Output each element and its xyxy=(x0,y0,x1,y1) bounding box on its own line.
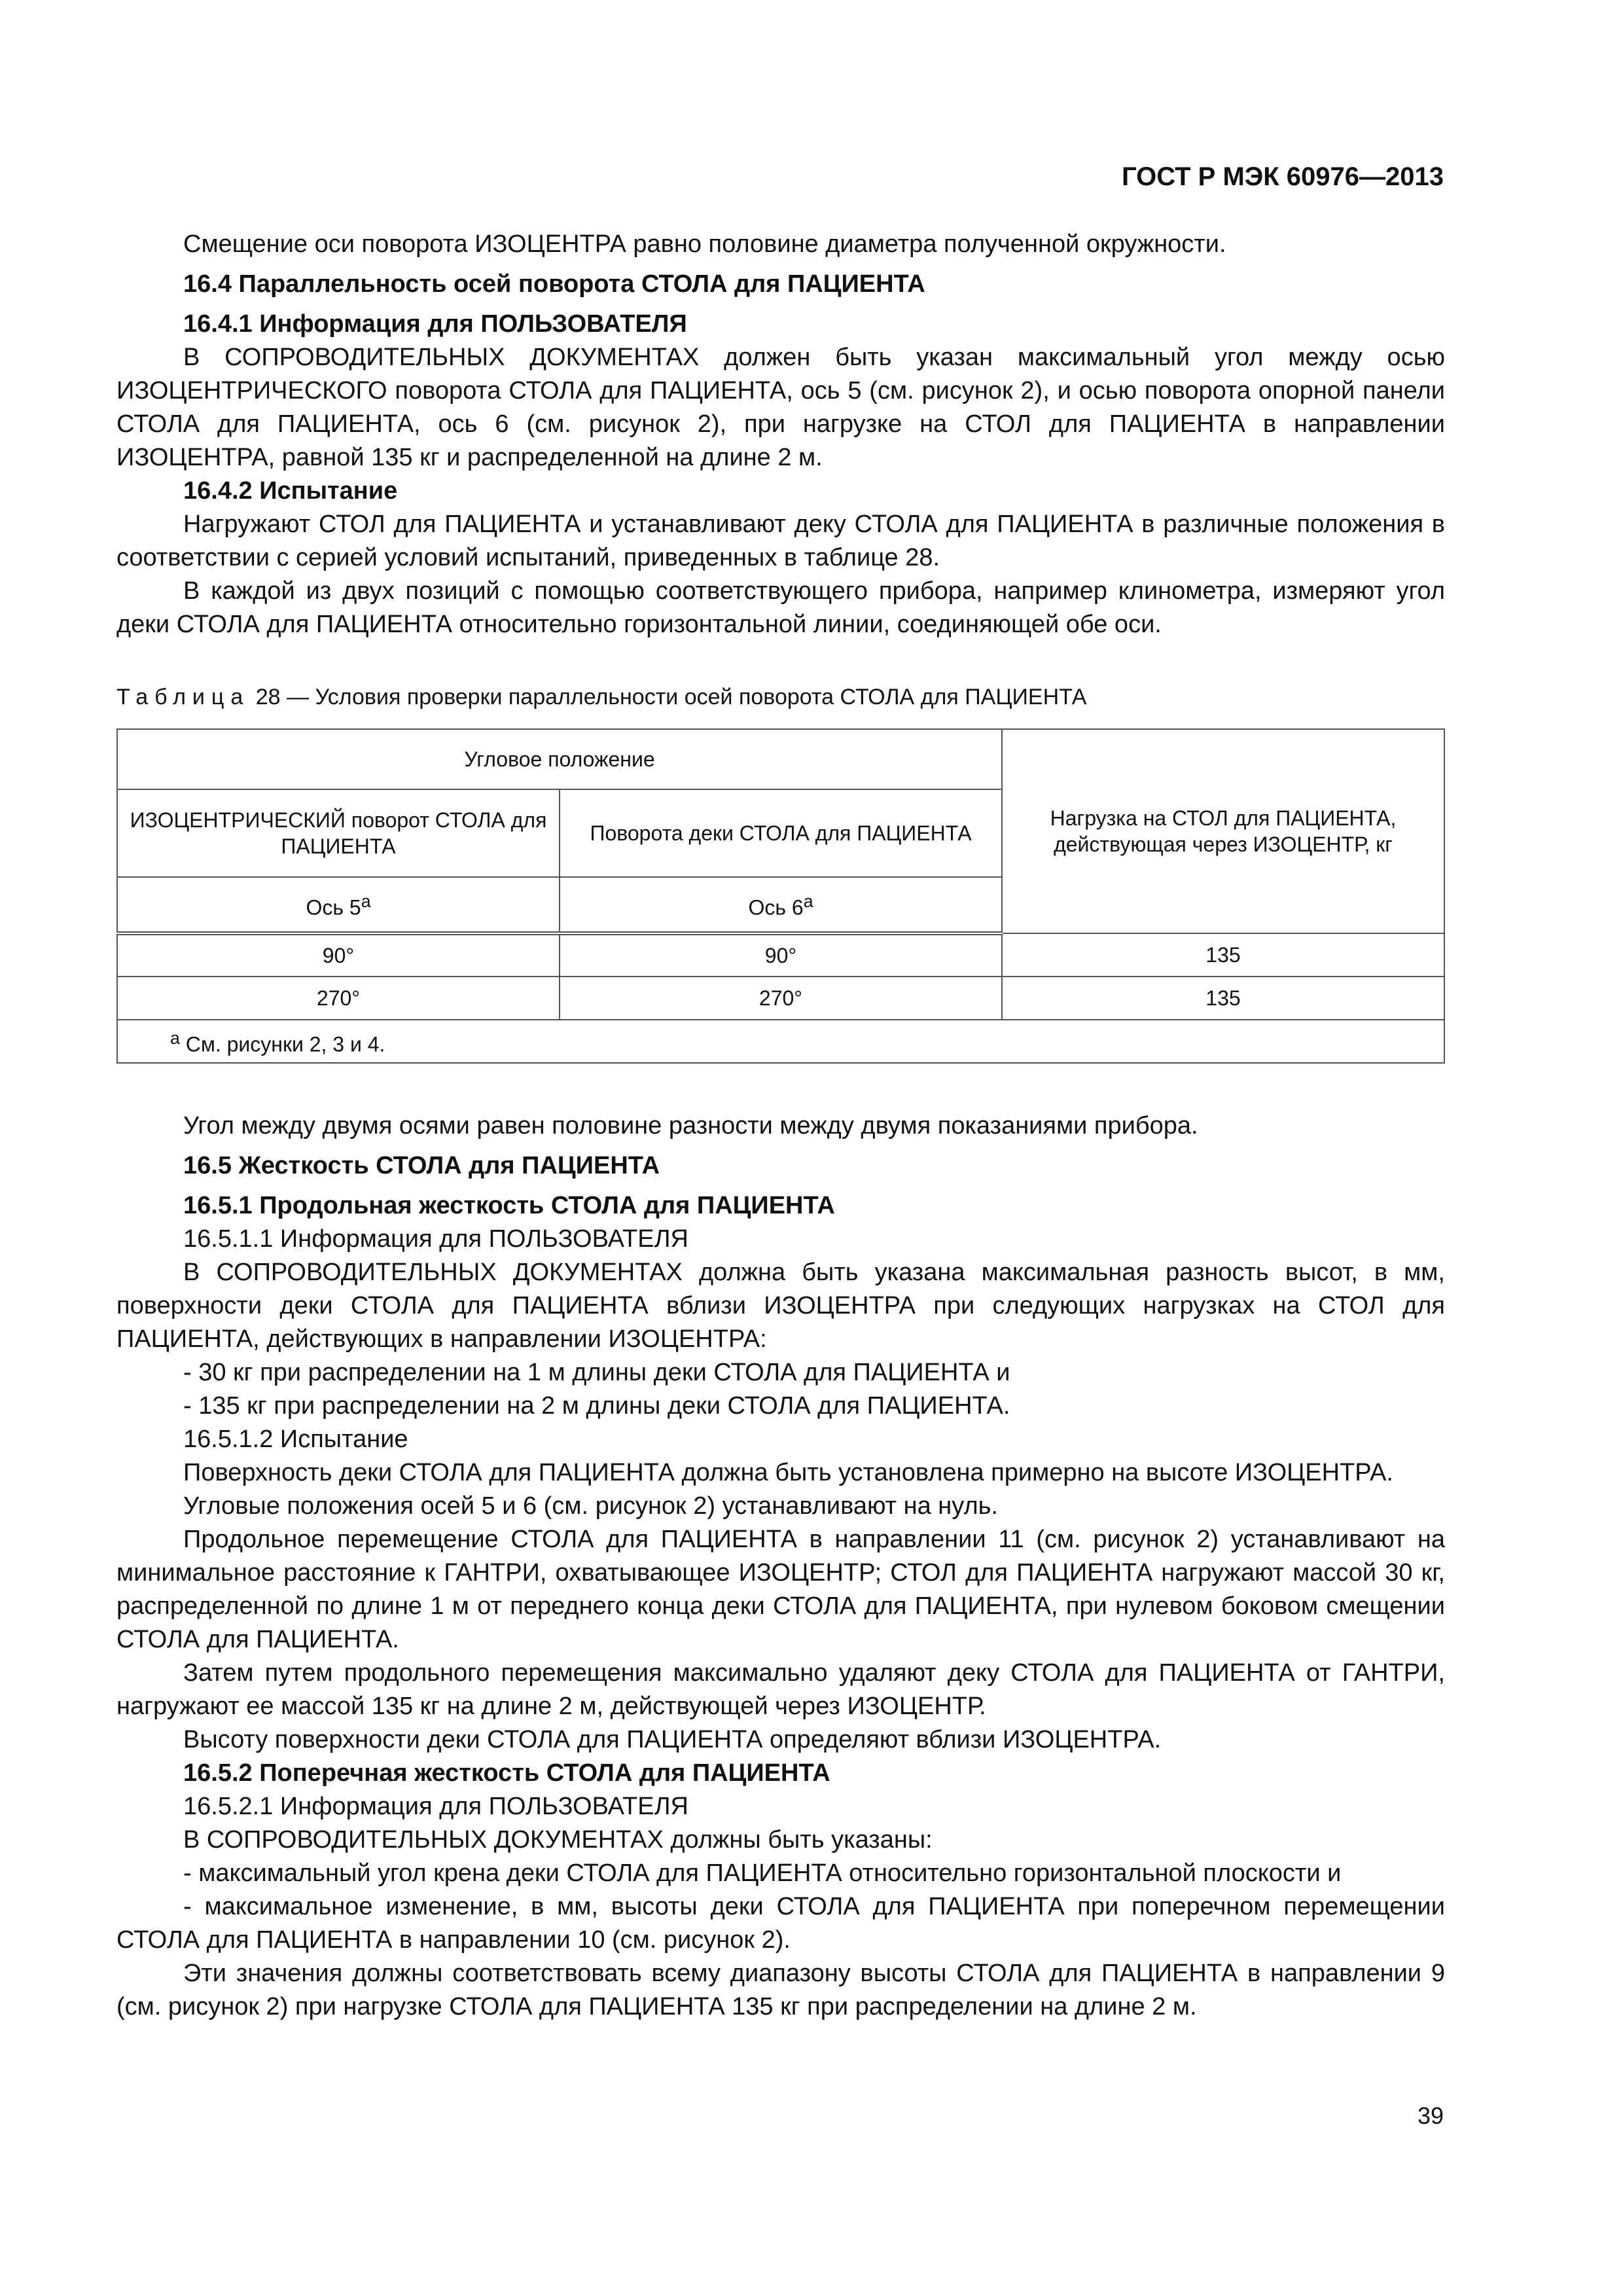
table-row xyxy=(117,977,1444,1020)
heading-16-5: 16.5 Жесткость СТОЛА для ПАЦИЕНТА xyxy=(183,1152,660,1179)
table-cell: 135 xyxy=(1002,977,1444,1020)
footnote-mark: a xyxy=(803,891,813,912)
heading-16-4-2: 16.4.2 Испытание xyxy=(183,477,398,505)
paragraph: Затем путем продольного перемещения максимально удаляют деку СТОЛА для ПАЦИЕНТА от ГАНТРИ, нагружают ее массой 135 кг на длине 2 м, действующей через ИЗОЦЕНТР. xyxy=(116,1659,1445,1720)
table-cell: 90° xyxy=(117,933,560,977)
paragraph: В СОПРОВОДИТЕЛЬНЫХ ДОКУМЕНТАХ должны быть указаны: xyxy=(183,1826,933,1854)
table-col1-header-text: ИЗОЦЕНТРИЧЕСКИЙ поворот СТОЛА для ПАЦИЕНТА xyxy=(130,808,547,858)
table-caption-text: 28 — Условия проверки параллельности осей поворота СТОЛА для ПАЦИЕНТА xyxy=(255,685,1087,709)
table-col2-header-text: Поворота деки СТОЛА для ПАЦИЕНТА xyxy=(590,821,972,845)
paragraph: Нагружают СТОЛ для ПАЦИЕНТА и устанавливают деку СТОЛА для ПАЦИЕНТА в различные положения в соответствии с серией условий испытаний, приведенных в таблице 28. xyxy=(116,511,1445,571)
paragraph: В СОПРОВОДИТЕЛЬНЫХ ДОКУМЕНТАХ должна быть указана максимальная разность высот, в мм, поверхности деки СТОЛА для ПАЦИЕНТА вблизи ИЗОЦЕНТРА при следующих нагрузках на СТОЛ для ПАЦИЕНТА, действующих в направлении ИЗОЦЕНТРА: xyxy=(116,1259,1445,1353)
footnote-mark: a xyxy=(170,1028,180,1049)
standard-header: ГОСТ Р МЭК 60976—2013 xyxy=(1121,162,1444,191)
heading-16-4: 16.4 Параллельность осей поворота СТОЛА для ПАЦИЕНТА xyxy=(183,270,925,298)
paragraph: Смещение оси поворота ИЗОЦЕНТРА равно половине диаметра полученной окружности. xyxy=(183,230,1226,258)
subheading-16-5-1-1: 16.5.1.1 Информация для ПОЛЬЗОВАТЕЛЯ xyxy=(183,1225,688,1253)
heading-16-5-2: 16.5.2 Поперечная жесткость СТОЛА для ПАЦИЕНТА xyxy=(183,1759,830,1787)
axis-label: Ось 5 xyxy=(306,895,361,920)
heading-16-5-1: 16.5.1 Продольная жесткость СТОЛА для ПАЦИЕНТА xyxy=(183,1192,835,1219)
table-caption xyxy=(116,681,1445,714)
paragraph: Поверхность деки СТОЛА для ПАЦИЕНТА должна быть установлена примерно на высоте ИЗОЦЕНТРА. xyxy=(183,1459,1393,1486)
table-col1-axis xyxy=(117,877,560,933)
table-note-text: См. рисунки 2, 3 и 4. xyxy=(185,1032,385,1056)
axis-label: Ось 6 xyxy=(748,895,804,920)
table-cell: 270° xyxy=(117,977,560,1020)
page-number: 39 xyxy=(1417,2102,1444,2129)
table-group-header: Угловое положение xyxy=(117,729,1002,789)
subheading-16-5-1-2: 16.5.1.2 Испытание xyxy=(183,1426,408,1453)
footnote-mark: a xyxy=(361,891,371,912)
table-header-row xyxy=(117,729,1444,789)
paragraph: Угол между двумя осями равен половине разности между двумя показаниями прибора. xyxy=(183,1112,1198,1139)
table-col3-header xyxy=(1002,729,1444,933)
table-col2-axis xyxy=(560,877,1002,933)
table-caption-word: Таблица xyxy=(116,685,250,709)
table-note-row xyxy=(117,1020,1444,1063)
table-28 xyxy=(116,728,1445,1064)
paragraph: Угловые положения осей 5 и 6 (см. рисунок 2) устанавливают на нуль. xyxy=(183,1492,998,1520)
table-cell: 270° xyxy=(560,977,1002,1020)
list-item: - 30 кг при распределении на 1 м длины деки СТОЛА для ПАЦИЕНТА и xyxy=(183,1359,1010,1386)
table-col1-header xyxy=(117,789,560,877)
list-item: - максимальное изменение, в мм, высоты деки СТОЛА для ПАЦИЕНТА при поперечном перемещении СТОЛА для ПАЦИЕНТА в направлении 10 (см. рисунок 2). xyxy=(116,1893,1445,1954)
list-item: - максимальный угол крена деки СТОЛА для ПАЦИЕНТА относительно горизонтальной плоскости и xyxy=(183,1859,1342,1887)
list-item: - 135 кг при распределении на 2 м длины деки СТОЛА для ПАЦИЕНТА. xyxy=(183,1392,1010,1420)
paragraph: Высоту поверхности деки СТОЛА для ПАЦИЕНТА определяют вблизи ИЗОЦЕНТРА. xyxy=(183,1726,1162,1753)
document-body xyxy=(116,228,1445,2024)
table-col2-header xyxy=(560,789,1002,877)
paragraph: В СОПРОВОДИТЕЛЬНЫХ ДОКУМЕНТАХ должен быть указан максимальный угол между осью ИЗОЦЕНТРИЧЕСКОГО поворота СТОЛА для ПАЦИЕНТА, ось 5 (см. рисунок 2), и осью поворота опорной панели СТОЛА для ПАЦИЕНТА, ось 6 (см. рисунок 2), при нагрузке на СТОЛ для ПАЦИЕНТА в направлении ИЗОЦЕНТРА, равной 135 кг и распределенной на длине 2 м. xyxy=(116,344,1445,471)
table-note xyxy=(117,1020,1444,1063)
table-col3-header-text: Нагрузка на СТОЛ для ПАЦИЕНТА, действующая через ИЗОЦЕНТР, кг xyxy=(1050,806,1397,856)
heading-16-4-1: 16.4.1 Информация для ПОЛЬЗОВАТЕЛЯ xyxy=(183,310,687,338)
paragraph: Продольное перемещение СТОЛА для ПАЦИЕНТА в направлении 11 (см. рисунок 2) устанавливают на минимальное расстояние к ГАНТРИ, охватывающее ИЗОЦЕНТР; СТОЛ для ПАЦИЕНТА нагружают массой 30 кг, распределенной по длине 1 м от переднего конца деки СТОЛА для ПАЦИЕНТА, при нулевом боковом смещении СТОЛА для ПАЦИЕНТА. xyxy=(116,1526,1445,1653)
subheading-16-5-2-1: 16.5.2.1 Информация для ПОЛЬЗОВАТЕЛЯ xyxy=(183,1793,688,1820)
table-cell: 135 xyxy=(1002,933,1444,977)
paragraph: В каждой из двух позиций с помощью соответствующего прибора, например клинометра, измеряют угол деки СТОЛА для ПАЦИЕНТА относительно горизонтальной линии, соединяющей обе оси. xyxy=(116,577,1445,638)
table-cell: 90° xyxy=(560,933,1002,977)
paragraph: Эти значения должны соответствовать всему диапазону высоты СТОЛА для ПАЦИЕНТА в направлении 9 (см. рисунок 2) при нагрузке СТОЛА для ПАЦИЕНТА 135 кг при распределении на длине 2 м. xyxy=(116,1960,1445,2020)
table-row xyxy=(117,933,1444,977)
